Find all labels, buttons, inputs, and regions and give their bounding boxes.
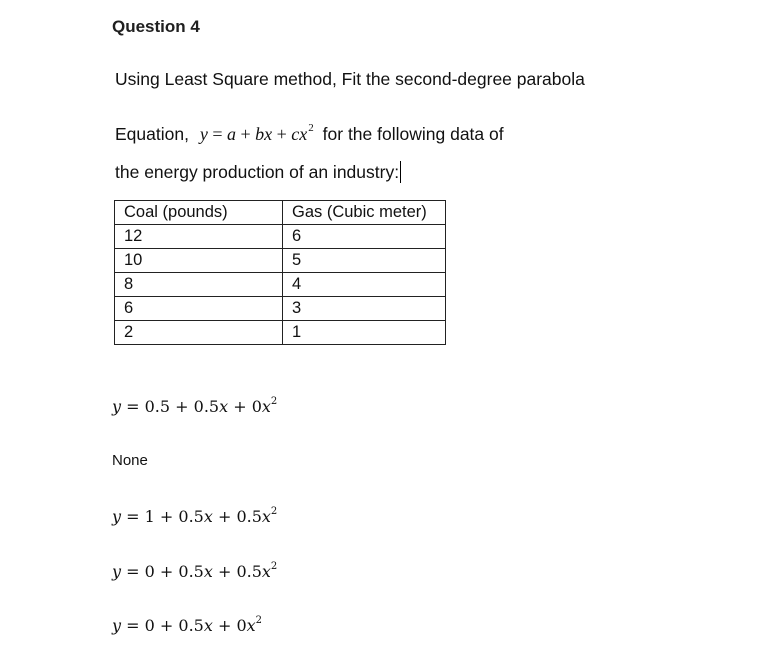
table-row	[115, 273, 446, 297]
table-cell-gas: 5	[283, 249, 446, 273]
table-cell-coal: 8	[115, 273, 283, 297]
table-cell-coal: 6	[115, 297, 283, 321]
answer-option-2[interactable]: None	[112, 452, 148, 469]
equation-label: Equation,	[115, 124, 189, 144]
column-header-gas: Gas (Cubic meter)	[283, 201, 446, 225]
question-stem-line-2	[115, 116, 504, 146]
column-header-coal: Coal (pounds)	[115, 201, 283, 225]
parabola-equation: y = a + bx + $cx^2$	[199, 122, 314, 144]
answer-option-5[interactable]: $y = 0 + 0.5x + 0x^2$	[112, 615, 263, 635]
table-cell-coal: 12	[115, 225, 283, 249]
answer-option-4[interactable]: $y = 0 + 0.5x + 0.5x^2$	[112, 561, 278, 581]
data-table	[114, 200, 446, 345]
answer-option-1[interactable]: $y = 0.5 + 0.5x + 0x^2$	[112, 396, 278, 416]
table-row	[115, 297, 446, 321]
table-cell-gas: 4	[283, 273, 446, 297]
question-stem-line-3: the energy production of an industry:	[115, 162, 400, 182]
table-cell-coal: 2	[115, 321, 283, 345]
question-stem-line-1: Using Least Square method, Fit the second-degree parabola	[115, 69, 585, 89]
table-row	[115, 249, 446, 273]
table-row	[115, 225, 446, 249]
table-cell-gas: 3	[283, 297, 446, 321]
table-cell-gas: 1	[283, 321, 446, 345]
table-header-row	[115, 201, 446, 225]
equation-suffix: for the following data of	[322, 124, 504, 144]
text-cursor	[400, 161, 401, 183]
table-cell-coal: 10	[115, 249, 283, 273]
question-title: Question 4	[112, 17, 200, 36]
table-cell-gas: 6	[283, 225, 446, 249]
table-row	[115, 321, 446, 345]
answer-option-3[interactable]: $y = 1 + 0.5x + 0.5x^2$	[112, 506, 278, 526]
